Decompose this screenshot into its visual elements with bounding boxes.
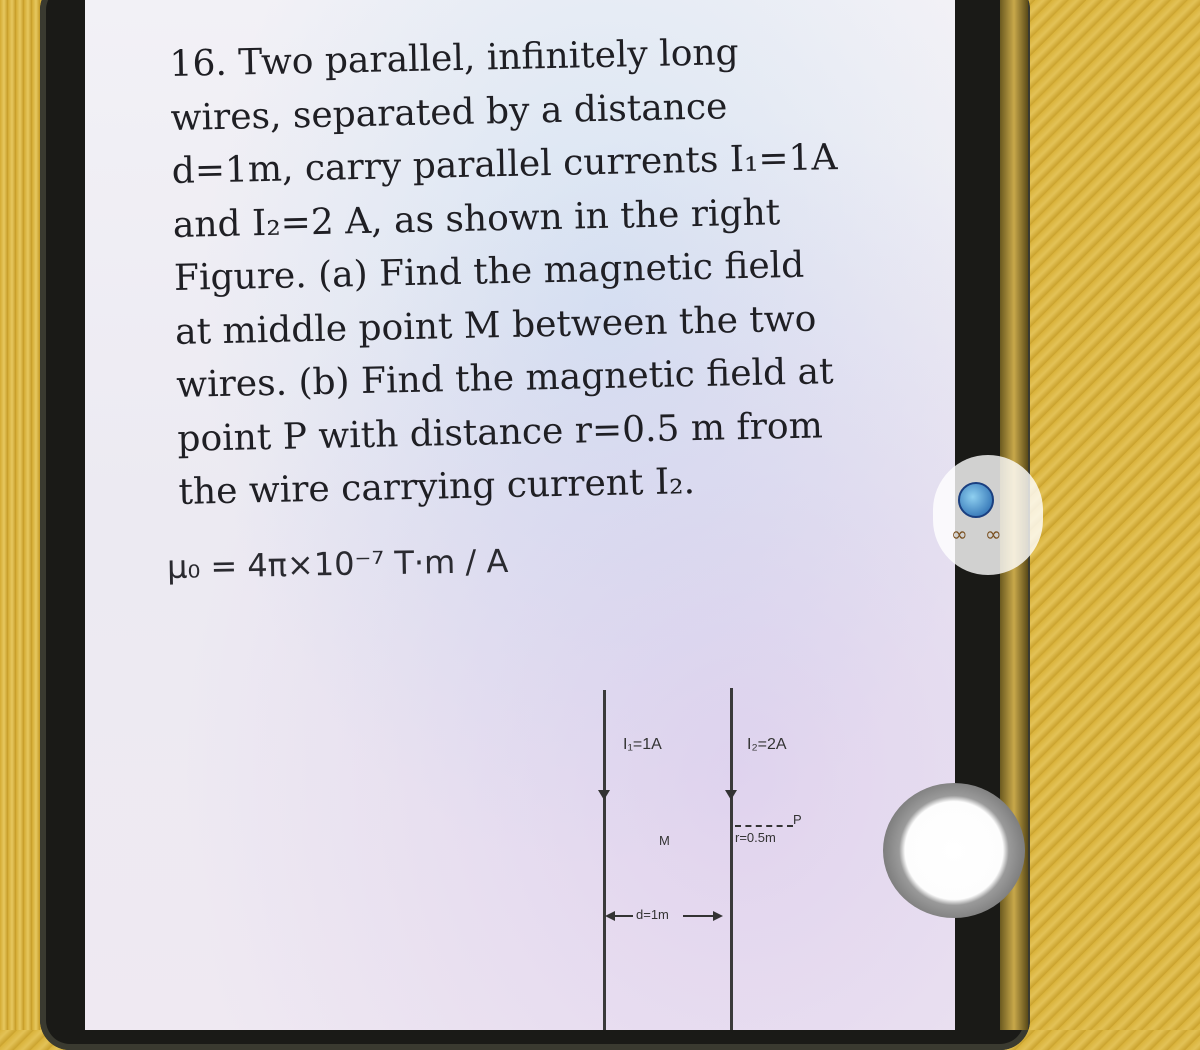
point-p-label: P bbox=[793, 812, 802, 827]
current-label-2: I₂=2A bbox=[747, 736, 787, 753]
globe-icon[interactable] bbox=[958, 482, 994, 518]
distance-r-line bbox=[735, 825, 793, 827]
floating-tool-pill[interactable] bbox=[933, 455, 1043, 575]
problem-line: and I₂=2 A, as shown in the right bbox=[172, 191, 781, 246]
distance-d-label: d=1m bbox=[636, 907, 669, 922]
problem-line: wires. (b) Find the magnetic field at bbox=[175, 351, 834, 406]
permeability-constant: μ₀ = 4π×10⁻⁷ T·m / A bbox=[166, 542, 509, 586]
phone-screen bbox=[85, 0, 1002, 1030]
point-m-label: M bbox=[659, 833, 670, 848]
wire-1 bbox=[603, 690, 606, 1030]
distance-d-line-right bbox=[683, 915, 713, 917]
distance-r-label: r=0.5m bbox=[735, 830, 776, 845]
link-icon[interactable]: ∞ bbox=[951, 522, 968, 546]
problem-line: the wire carrying current I₂. bbox=[178, 461, 696, 513]
problem-line: 16. Two parallel, infinitely long bbox=[169, 32, 740, 85]
wire-2 bbox=[730, 688, 733, 1030]
wire-figure bbox=[575, 680, 875, 1030]
link-icon[interactable]: ∞ bbox=[985, 522, 1002, 546]
problem-line: point P with distance r=0.5 m from bbox=[176, 404, 824, 460]
assistive-touch-button[interactable] bbox=[883, 783, 1025, 918]
problem-statement bbox=[169, 24, 838, 519]
problem-line: d=1m, carry parallel currents I₁=1A bbox=[171, 137, 838, 192]
current-arrow-1 bbox=[598, 790, 610, 800]
current-label-1: I₁=1A bbox=[623, 736, 662, 753]
distance-d-line-left bbox=[613, 915, 633, 917]
problem-line: wires, separated by a distance bbox=[170, 85, 728, 139]
problem-line: Figure. (a) Find the magnetic field bbox=[173, 244, 805, 299]
problem-line: at middle point M between the two bbox=[174, 298, 817, 353]
distance-arrow-right bbox=[713, 911, 723, 921]
current-arrow-2 bbox=[725, 790, 737, 800]
